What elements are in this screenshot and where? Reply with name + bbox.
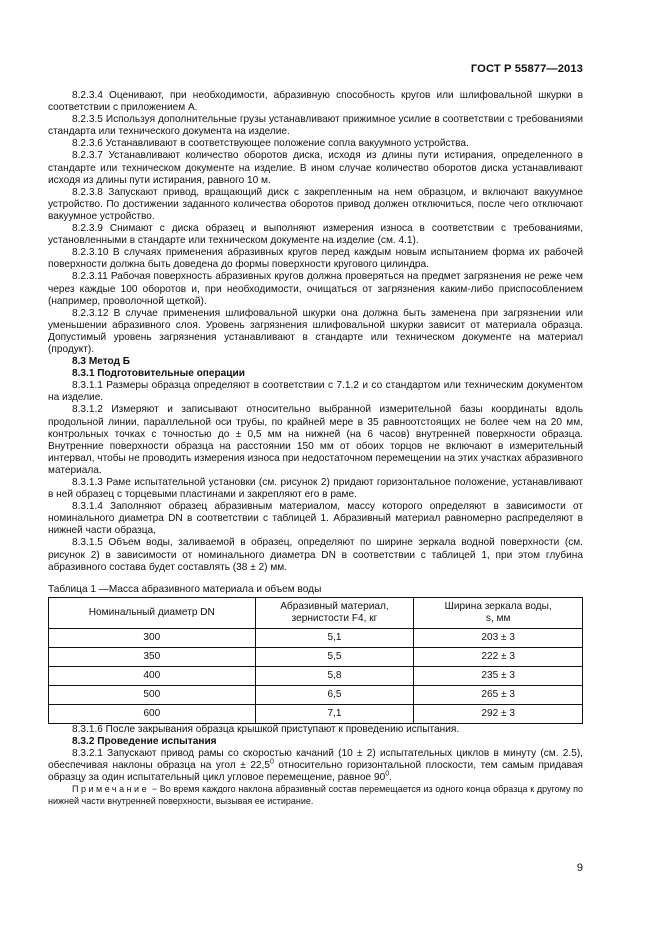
cell-width: 265 ± 3 bbox=[414, 685, 583, 704]
paragraph-8-2-3-5: 8.2.3.5 Используя дополнительные грузы устанавливают прижимное усилие в соответствии с требованиями стандарта или технического документа на изделие. bbox=[48, 114, 583, 138]
table-row bbox=[49, 666, 583, 685]
paragraph-8-3-1-5: 8.3.1.5 Объем воды, заливаемой в образец, определяют по ширине зеркала водной поверхности (см. рисунок 2) в зависимости от номинального диаметра DN в соответствии с таблицей 1, при этом глубина абразивного состава будет составлять (38 ± 2) мм. bbox=[48, 537, 583, 573]
note bbox=[48, 784, 583, 807]
header-abrasive-mass bbox=[255, 597, 414, 628]
header-water-width bbox=[414, 597, 583, 628]
table-row bbox=[49, 628, 583, 647]
paragraph-8-2-3-9: 8.2.3.9 Снимают с диска образец и выполняют измерения износа в соответствии с требованиями, установленными в стандарте или техническом документе на изделие (см. 4.1). bbox=[48, 223, 583, 247]
cell-dn: 500 bbox=[49, 685, 256, 704]
header-nominal-diameter-label: Номинальный диаметр DN bbox=[88, 606, 215, 618]
paragraph-8-3-1-3: 8.3.1.3 Раме испытательной установки (см. рисунок 2) придают горизонтальное положение, устанавливают в ней образец с торцевыми пластинами и закрепляют его в раме. bbox=[48, 477, 583, 501]
header-nominal-diameter bbox=[49, 597, 256, 628]
paragraph-8-2-3-11: 8.2.3.11 Рабочая поверхность абразивных кругов должна проверяться на предмет загрязнения не реже чем через каждые 100 оборотов и, при необходимости, очищаться от загрязнения каким-либо приспособлением (например, проволочной щеткой). bbox=[48, 271, 583, 307]
cell-width: 235 ± 3 bbox=[414, 666, 583, 685]
paragraph-8-3-2-1 bbox=[48, 748, 583, 784]
cell-dn: 350 bbox=[49, 647, 256, 666]
table-caption: Таблица 1 —Масса абразивного материала и объем воды bbox=[48, 583, 322, 595]
paragraph-8-2-3-7: 8.2.3.7 Устанавливают количество оборотов диска, исходя из длины пути истирания, определенного в стандарте или техническом документе на изделие. В ином случае количество оборотов диска устанавливают исходя из длины пути истирания, равного 10 м. bbox=[48, 150, 583, 186]
table-row bbox=[49, 685, 583, 704]
document-header: ГОСТ Р 55877—2013 bbox=[470, 63, 583, 75]
paragraph-8-3-2-1-part3: . bbox=[389, 772, 392, 784]
note-label: Примечание bbox=[72, 784, 150, 795]
paragraph-8-2-3-8: 8.2.3.8 Запускают привод, вращающий диск с закрепленным на нем образцом, и включают вакуумное устройство. По достижении заданного количества оборотов привод должен отключиться, после чего отключают вакуумное устройство. bbox=[48, 186, 583, 222]
degree-superscript-1: 0 bbox=[269, 758, 274, 766]
page-number: 9 bbox=[576, 862, 583, 874]
paragraph-8-3-2-1-part1: 8.3.2.1 Запускают привод рамы со скоростью качаний (10 ± 2) испытательных циклов в минуту (см. 2.5), обеспечивая наклоны образца на угол ± 22,5 bbox=[48, 748, 583, 772]
paragraph-8-3-1-4: 8.3.1.4 Заполняют образец абразивным материалом, массу которого определяют в зависимости от номинального диаметра DN в соответствии с таблицей 1. Абразивный материал равномерно распределяют в нижней части образца, bbox=[48, 501, 583, 537]
paragraph-8-2-3-12: 8.2.3.12 В случае применения шлифовальной шкурки она должна быть заменена при загрязнении или уменьшении абразивного слоя. Уровень загрязнения шлифовальной шкурки зависит от материала образца. Допустимый уровень загрязнения устанавливают в стандарте или техническом документе на материал (продукт). bbox=[48, 307, 583, 355]
table-row bbox=[49, 704, 583, 723]
heading-method-b: 8.3 Метод Б bbox=[72, 356, 131, 368]
cell-dn: 300 bbox=[49, 628, 256, 647]
header-abrasive-mass-line2: зернистости F4, кг bbox=[291, 612, 378, 624]
cell-dn: 600 bbox=[49, 704, 256, 723]
paragraph-8-3-1-6: 8.3.1.6 После закрывания образца крышкой приступают к проведению испытания. bbox=[72, 723, 460, 735]
cell-mass: 6,5 bbox=[255, 685, 414, 704]
paragraph-8-2-3-10: 8.2.3.10 В случаях применения абразивных кругов перед каждым новым испытанием форма их рабочей поверхности должна быть доведена до формы поверхности кругового цилиндра. bbox=[48, 247, 583, 271]
header-water-width-line2: s, мм bbox=[485, 612, 511, 624]
table-row bbox=[49, 647, 583, 666]
note-text: − Во время каждого наклона абразивный состав перемещается из одного конца образца к другому по нижней части внутренней поверхности, вызывая ее истирание. bbox=[48, 784, 583, 806]
cell-mass: 5,5 bbox=[255, 647, 414, 666]
header-water-width-line1: Ширина зеркала воды, bbox=[444, 600, 552, 612]
abrasive-table bbox=[48, 597, 583, 724]
paragraph-8-2-3-4: 8.2.3.4 Оценивают, при необходимости, абразивную способность кругов или шлифовальной шкурки в соответствии с приложением А. bbox=[48, 90, 583, 114]
cell-mass: 5,8 bbox=[255, 666, 414, 685]
cell-mass: 7,1 bbox=[255, 704, 414, 723]
table-header-row bbox=[49, 597, 583, 628]
cell-width: 222 ± 3 bbox=[414, 647, 583, 666]
cell-width: 203 ± 3 bbox=[414, 628, 583, 647]
paragraph-8-3-1-1: 8.3.1.1 Размеры образца определяют в соответствии с 7.1.2 и со стандартом или техническим документом на изделие. bbox=[48, 380, 583, 404]
heading-test-procedure: 8.3.2 Проведение испытания bbox=[72, 735, 217, 747]
paragraph-8-3-1-2: 8.3.1.2 Измеряют и записывают относительно выбранной измерительной базы координаты вдоль продольной линии, параллельной оси трубы, по крайней мере в 35 равноотстоящих не более чем на 20 мм, контрольных точках с точностью до ± 0,5 мм на нижней (на 6 часов) внутренней поверхности образца. Внутренние поверхности образца на расстоянии 150 мм от обоих торцов не включают в измерительный интервал, чтобы не проводить измерения износа при недостаточном перемещении на этих участках абразивного материала. bbox=[48, 404, 583, 476]
cell-mass: 5,1 bbox=[255, 628, 414, 647]
heading-preparatory-operations: 8.3.1 Подготовительные операции bbox=[72, 368, 245, 380]
cell-width: 292 ± 3 bbox=[414, 704, 583, 723]
paragraph-8-2-3-6: 8.2.3.6 Устанавливают в соответствующее положение сопла вакуумного устройства. bbox=[72, 138, 469, 150]
header-abrasive-mass-line1: Абразивный материал, bbox=[280, 600, 389, 612]
paragraph-8-3-2-1-part2: относительно горизонтальной плоскости, тем самым придавая образцу за один испытательный цикл угловое перемещение, равное 90 bbox=[48, 760, 583, 784]
cell-dn: 400 bbox=[49, 666, 256, 685]
degree-superscript-2: 0 bbox=[385, 770, 390, 778]
document-body bbox=[48, 90, 583, 807]
